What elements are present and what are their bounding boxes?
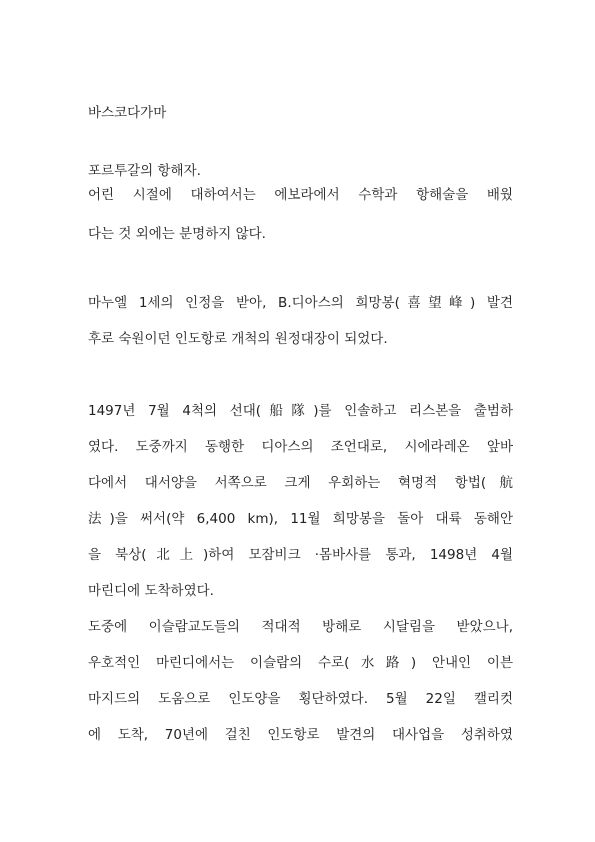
text-line: 다에서 대서양을 서쪽으로 크게 우회하는 혁명적 항법(航 xyxy=(88,475,513,491)
text-line: 마누엘 1세의 인정을 받아, B.디아스의 희망봉(喜望峰) 발견 xyxy=(88,295,513,311)
text-line: 포르투갈의 항해자. xyxy=(88,163,201,179)
text-line: 후로 숙원이던 인도항로 개척의 원정대장이 되었다. xyxy=(88,331,388,347)
text-line: 을 북상(北上)하여 모잠비크 ·몸바사를 통과, 1498년 4월 xyxy=(88,547,513,563)
text-line: 우호적인 마린디에서는 이슬람의 수로(水路) 안내인 이븐 xyxy=(88,655,513,671)
document-title: 바스코다가마 xyxy=(88,105,167,121)
text-line: 다는 것 외에는 분명하지 않다. xyxy=(88,226,266,242)
text-line: 도중에 이슬람교도들의 적대적 방해로 시달림을 받았으나, xyxy=(88,619,513,635)
text-line: 어린 시절에 대하여서는 에보라에서 수학과 항해술을 배웠 xyxy=(88,187,513,203)
text-line: 1497년 7월 4척의 선대(船隊)를 인솔하고 리스본을 출범하 xyxy=(88,403,513,419)
text-line: 에 도착, 70년에 걸친 인도항로 발견의 대사업을 성취하였 xyxy=(88,727,513,743)
text-line: 法)을 써서(약 6,400 km), 11월 희망봉을 돌아 대륙 동해안 xyxy=(88,511,513,527)
text-line: 였다. 도중까지 동행한 디아스의 조언대로, 시에라레온 앞바 xyxy=(88,439,513,455)
text-line: 마린디에 도착하였다. xyxy=(88,583,214,599)
text-line: 마지드의 도움으로 인도양을 횡단하였다. 5월 22일 캘리컷 xyxy=(88,691,513,707)
